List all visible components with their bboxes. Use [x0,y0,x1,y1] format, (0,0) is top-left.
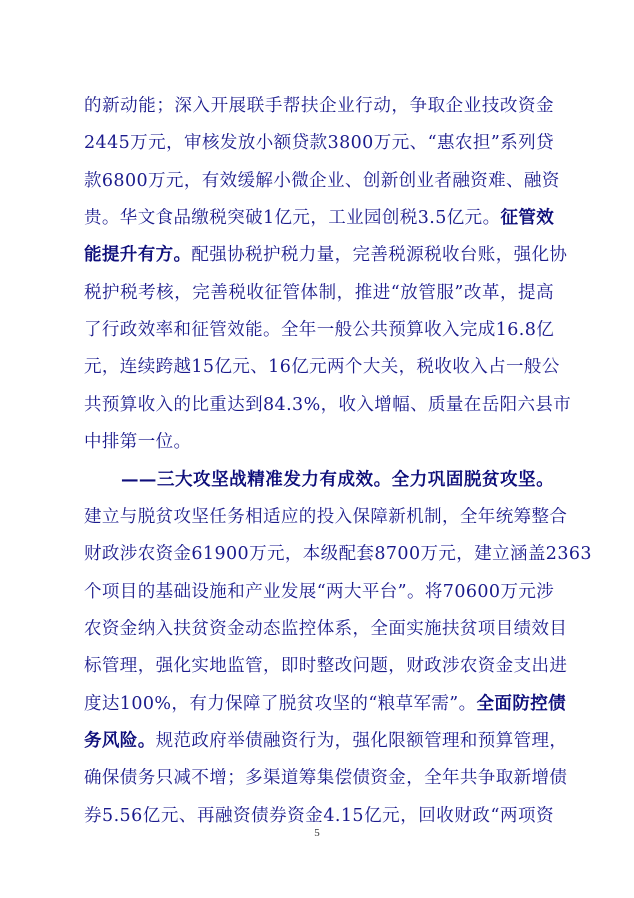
body-text-segment: 的新动能；深入开展联手帮扶企业行动，争取企业技改资金 [84,96,554,116]
body-text-segment: 个项目的基础设施和产业发展“两大平台”。将70600万元涉 [84,581,555,602]
bold-heading-text: 征管效 [500,208,555,229]
text-line [84,768,568,789]
text-line [84,208,554,228]
body-text-segment: 了行政效率和征管效能。全年一般公共预算收入完成16.8亿 [84,320,555,341]
text-line [121,470,554,490]
body-text-segment: 配强协税护税力量，完善税源税收台账，强化协 [191,245,568,266]
bold-heading-text: ——三大攻坚战精准发力有成效。全力巩固脱贫攻坚。 [121,469,554,490]
bold-heading-text: 能提升有方。 [84,245,192,266]
body-text-segment: 确保债务只减不增；多渠道筹集偿债资金，全年共争取新增债 [84,768,568,789]
text-line [84,806,554,826]
text-line [84,544,592,565]
body-text-segment: 券5.56亿元、再融资债券资金4.15亿元，回收财政“两项资 [84,805,554,826]
text-line [84,432,554,452]
text-line [84,133,554,153]
body-text-segment: 农资金纳入扶贫资金动态监控体系，全面实施扶贫项目绩效目 [84,618,568,639]
body-text-segment: 税护税考核，完善税收征管体制，推进“放管服”改革，提高 [84,282,554,303]
body-text-segment: 中排第一位。 [84,432,192,453]
text-line [84,245,568,266]
text-line [84,283,554,303]
text-line [84,170,560,191]
text-line [84,357,560,378]
bold-heading-text: 务风险。 [84,730,156,751]
text-line [84,506,568,527]
page-number: 5 [314,827,320,839]
text-line [84,656,568,677]
text-line [84,96,554,116]
text-line [84,320,554,340]
body-text-segment: 元，连续跨越15亿元、16亿元两个大关，税收收入占一般公 [84,357,560,378]
body-text-segment: 规范政府举债融资行为，强化限额管理和预算管理， [155,730,568,751]
text-line [84,394,572,415]
body-text-segment: 财政涉农资金61900万元，本级配套8700万元，建立涵盖2363 [84,544,592,565]
text-line [84,618,568,639]
body-text-segment: 贵。华文食品缴税突破1亿元，工业园创税3.5亿元。 [84,208,501,229]
body-text-segment: 款6800万元，有效缓解小微企业、创新创业者融资难、融资 [84,170,560,191]
text-line [84,582,554,602]
text-line [84,730,568,751]
bold-heading-text: 全面防控债 [476,693,567,714]
body-text-segment: 建立与脱贫攻坚任务相适应的投入保障新机制，全年统筹整合 [84,506,568,527]
body-text-segment: 度达100%，有力保障了脱贫攻坚的“粮草军需”。 [84,693,477,714]
text-line [84,693,567,714]
body-text-segment: 2445万元，审核发放小额贷款3800万元、“惠农担”系列贷 [84,133,554,154]
body-text-segment: 标管理，强化实地监管，即时整改问题，财政涉农资金支出进 [84,656,568,677]
body-text-segment: 共预算收入的比重达到84.3%，收入增幅、质量在岳阳六县市 [84,394,572,415]
